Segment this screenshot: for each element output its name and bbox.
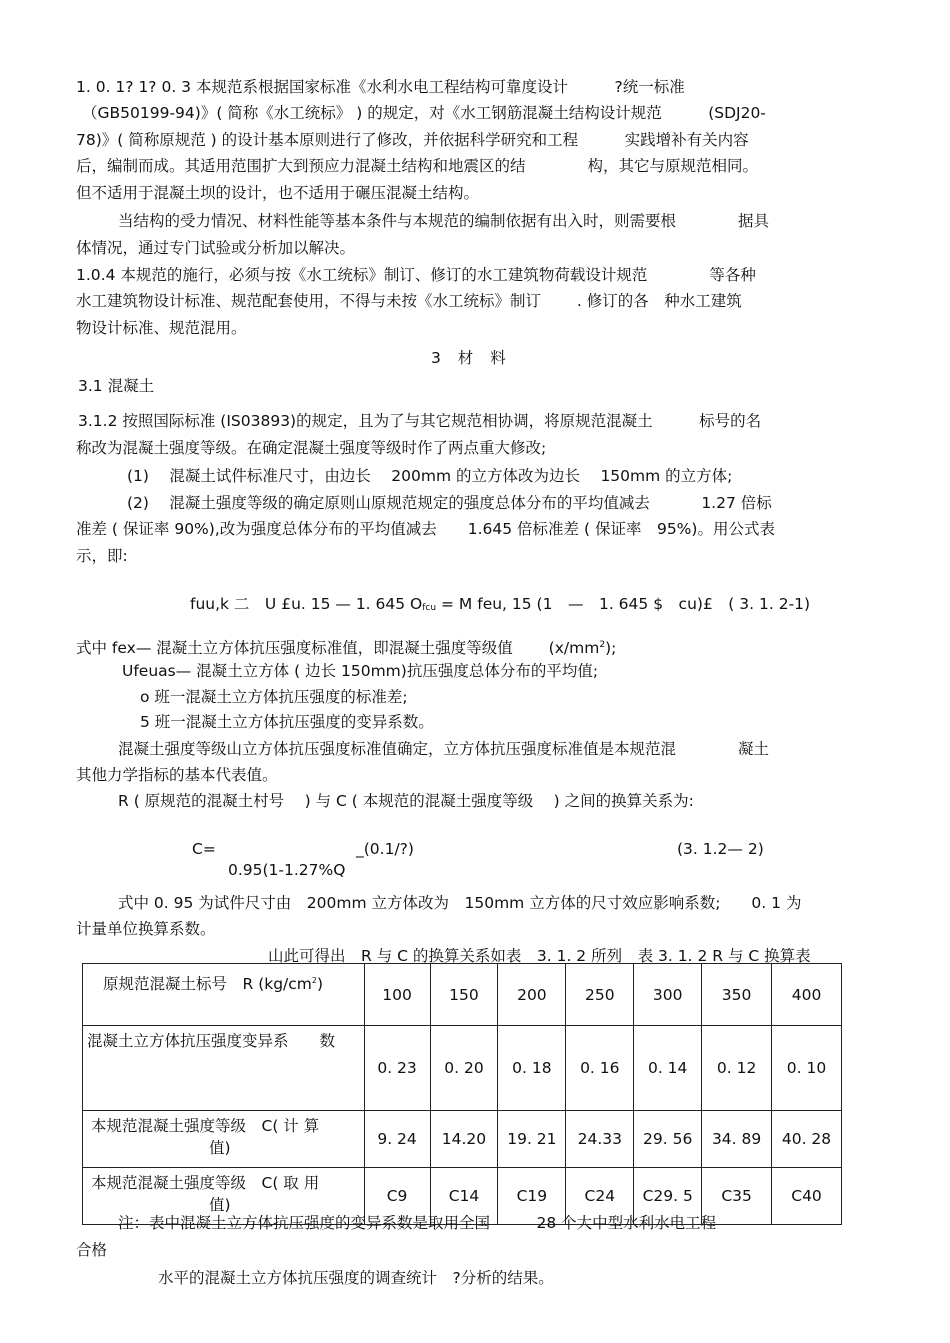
table-cell: 350 [702,964,772,1026]
p1-line-4: 后，编制而成。其适用范围扩大到预应力混凝土结构和地震区的结 构，其它与原规范相同。 [76,157,759,175]
item-1: (1) 混凝土试件标准尺寸，由边长 200mm 的立方体改为边长 150mm 的立方体; [127,467,733,485]
table-cell: 0. 20 [430,1026,498,1111]
table-row-label: 混凝土立方体抗压强度变异系 数 [83,1026,365,1111]
table-caption: 山此可得出 R 与 C 的换算关系如表 3. 1. 2 所列 表 3. 1. 2 R 与 C 换算表 [268,947,811,965]
p7-line-2: 计量单位换算系数。 [76,920,216,938]
p4-line-1: 3.1.2 按照国际标准 (IS03893)的规定，且为了与其它规范相协调，将原规范混凝土 标号的名 [78,412,762,430]
p5-line-2: 其他力学指标的基本代表值。 [76,766,278,784]
table-cell: 0. 18 [498,1026,566,1111]
table-cell: 400 [772,964,842,1026]
p4-line-2: 称改为混凝土强度等级。在确定混凝土强度等级时作了两点重大修改; [76,439,547,457]
item-2-line-3: 示，即: [76,547,128,565]
formula-1-part-b: = M feu, 15 (1 — 1. 645 $ cu)£ ( 3. 1. 2-1) [436,595,811,613]
def-4: 5 班一混凝土立方体抗压强度的变异系数。 [140,713,434,731]
table-row-label-superscript: 2 [311,976,317,985]
def-1-superscript: 2 [599,640,606,650]
table-cell: 250 [566,964,634,1026]
p6: R ( 原规范的混凝土村号 ) 与 C ( 本规范的混凝土强度等级 ) 之间的换算关系为: [118,792,694,810]
p5-line-1: 混凝土强度等级山立方体抗压强度标准值确定，立方体抗压强度标准值是本规范混 凝土 [118,740,770,758]
table-cell: 0. 14 [634,1026,702,1111]
def-3: o 班一混凝土立方体抗压强度的标准差; [140,688,408,706]
note-line-2: 合格 [76,1241,108,1259]
p1-line-3: 78)》( 简称原规范 ) 的设计基本原则进行了修改，并依据科学研究和工程 实践增补有关内容 [76,131,749,149]
table-row-label: 本规范混凝土强度等级 C( 取 用 值) [83,1168,365,1225]
table-cell: 14.20 [430,1111,498,1168]
def-1 [76,634,616,659]
table-cell: 34. 89 [702,1111,772,1168]
table-cell: C24 [566,1168,634,1225]
p2-line-1: 当结构的受力情况、材料性能等基本条件与本规范的编制依据有出入时，则需要根 据具 [118,212,770,230]
def-1-text: 式中 fex— 混凝土立方体抗压强度标准值，即混凝土强度等级值 (x/mm [76,639,600,658]
table-cell: 0. 12 [702,1026,772,1111]
table-cell: C40 [772,1168,842,1225]
table-cell: C9 [364,1168,430,1225]
formula-1-subscript: fcu [422,603,437,613]
p1-line-1: 1. 0. 1? 1? 0. 3 本规范系根据国家标准《水利水电工程结构可靠度设计 ?统一标准 [76,78,685,96]
note-line-1: 注：表中混凝土立方体抗压强度的变异系数是取用全国 28 个大中型水利水电工程 [118,1214,717,1232]
p2-line-2: 体情况，通过专门试验或分析加以解决。 [76,239,356,257]
table-cell: 150 [430,964,498,1026]
item-2-line-2: 准差 ( 保证率 90%),改为强度总体分布的平均值减去 1.645 倍标准差 ( 保证率 95%)。用公式表 [76,520,775,538]
table-cell: 19. 21 [498,1111,566,1168]
p3-line-2: 水工建筑物设计标准、规范配套使用，不得与未按《水工统标》制订 . 修订的各 种水工建筑 [76,292,742,310]
item-2-line-1: (2) 混凝土强度等级的确定原则山原规范规定的强度总体分布的平均值减去 1.27 倍标 [127,494,772,512]
table-cell: C35 [702,1168,772,1225]
table-row [83,964,842,1026]
p1-line-2: （GB50199-94)》( 简称《水工统标》 ) 的规定，对《水工钢筋混凝土结构设计规范 (SDJ20- [82,104,766,122]
table-row-label: 原规范混凝土标号 R $(kg/cm^2)$ [83,964,365,1026]
table-cell: 9. 24 [364,1111,430,1168]
def-2: Ufeuas— 混凝土立方体 ( 边长 150mm)抗压强度总体分布的平均值; [122,662,599,680]
table-cell: C29. 5 [634,1168,702,1225]
table-row [83,1026,842,1111]
formula-2-numerator: _(0.1/?) [356,840,414,858]
table-cell: 24.33 [566,1111,634,1168]
table-cell: 0. 23 [364,1026,430,1111]
table-cell: 40. 28 [772,1111,842,1168]
formula-2-lhs: C= [192,840,216,858]
def-1-tail: ); [605,639,617,658]
table-row-label: 本规范混凝土强度等级 C( 计 算 值) [83,1111,365,1168]
chapter-title: 3 材 料 [431,349,512,367]
table-cell: 0. 10 [772,1026,842,1111]
table-cell: 100 [364,964,430,1026]
formula-2-tag: (3. 1.2— 2) [677,840,764,858]
formula-1 [190,592,810,614]
table-row [83,1111,842,1168]
formula-2-denominator: 0.95(1-1.27%Q [228,861,346,879]
table-cell: 29. 56 [634,1111,702,1168]
p7-line-1: 式中 0. 95 为试件尺寸由 200mm 立方体改为 150mm 立方体的尺寸效应影响系数; 0. 1 为 [118,894,802,912]
p3-line-3: 物设计标准、规范混用。 [76,319,247,337]
conversion-table [82,963,842,1225]
note-line-3: 水平的混凝土立方体抗压强度的调查统计 ?分析的结果。 [158,1269,554,1287]
formula-1-part-a: fuu,k 二 U £u. 15 — 1. 645 O [190,595,423,613]
table-cell: C14 [430,1168,498,1225]
p3-line-1: 1.0.4 本规范的施行，必须与按《水工统标》制订、修订的水工建筑物荷载设计规范 等各种 [76,266,756,284]
table-cell: 300 [634,964,702,1026]
table-cell: 200 [498,964,566,1026]
p1-line-5: 但不适用于混凝土坝的设计，也不适用于碾压混凝土结构。 [76,184,480,202]
table-cell: 0. 16 [566,1026,634,1111]
table-cell: C19 [498,1168,566,1225]
section-title: 3.1 混凝土 [78,377,155,395]
